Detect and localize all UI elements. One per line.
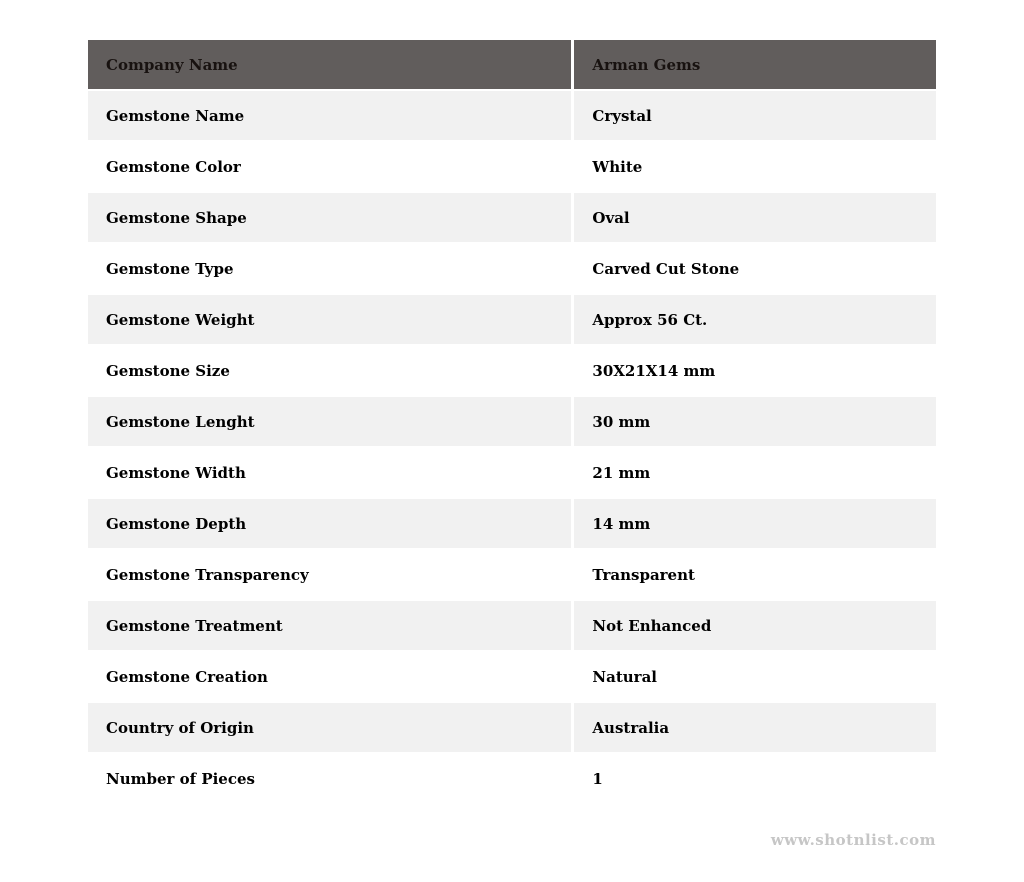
row-value: Carved Cut Stone: [574, 244, 936, 293]
row-value: 30 mm: [574, 397, 936, 446]
table-row: [88, 193, 936, 242]
table-row: [88, 703, 936, 752]
row-label: Gemstone Treatment: [88, 601, 571, 650]
row-label: Gemstone Type: [88, 244, 571, 293]
row-label: Gemstone Depth: [88, 499, 571, 548]
table-row: [88, 244, 936, 293]
row-value: 14 mm: [574, 499, 936, 548]
row-label: Country of Origin: [88, 703, 571, 752]
header-value-cell: Arman Gems: [574, 40, 936, 89]
table-row: [88, 754, 936, 803]
row-value: 30X21X14 mm: [574, 346, 936, 395]
row-value: Transparent: [574, 550, 936, 599]
row-label: Gemstone Color: [88, 142, 571, 191]
table-body: [88, 91, 936, 803]
row-value: Not Enhanced: [574, 601, 936, 650]
row-value: Crystal: [574, 91, 936, 140]
table-row: [88, 499, 936, 548]
row-label: Gemstone Width: [88, 448, 571, 497]
table-row: [88, 550, 936, 599]
row-label: Gemstone Name: [88, 91, 571, 140]
table-row: [88, 295, 936, 344]
row-value: 1: [574, 754, 936, 803]
table-row: [88, 142, 936, 191]
row-value: Australia: [574, 703, 936, 752]
table-row: [88, 346, 936, 395]
header-row: [88, 40, 936, 89]
watermark-text: www.shotnlist.com: [770, 831, 936, 849]
row-label: Gemstone Lenght: [88, 397, 571, 446]
table-row: [88, 397, 936, 446]
row-label: Gemstone Transparency: [88, 550, 571, 599]
row-value: Oval: [574, 193, 936, 242]
table-row: [88, 448, 936, 497]
row-label: Gemstone Shape: [88, 193, 571, 242]
row-label: Gemstone Weight: [88, 295, 571, 344]
table-row: [88, 601, 936, 650]
row-value: Natural: [574, 652, 936, 701]
row-label: Gemstone Creation: [88, 652, 571, 701]
table-row: [88, 652, 936, 701]
row-label: Gemstone Size: [88, 346, 571, 395]
row-value: 21 mm: [574, 448, 936, 497]
header-label-cell: Company Name: [88, 40, 571, 89]
row-value: White: [574, 142, 936, 191]
row-value: Approx 56 Ct.: [574, 295, 936, 344]
gemstone-spec-table: [85, 38, 939, 805]
row-label: Number of Pieces: [88, 754, 571, 803]
table-header: [88, 40, 936, 89]
table-row: [88, 91, 936, 140]
